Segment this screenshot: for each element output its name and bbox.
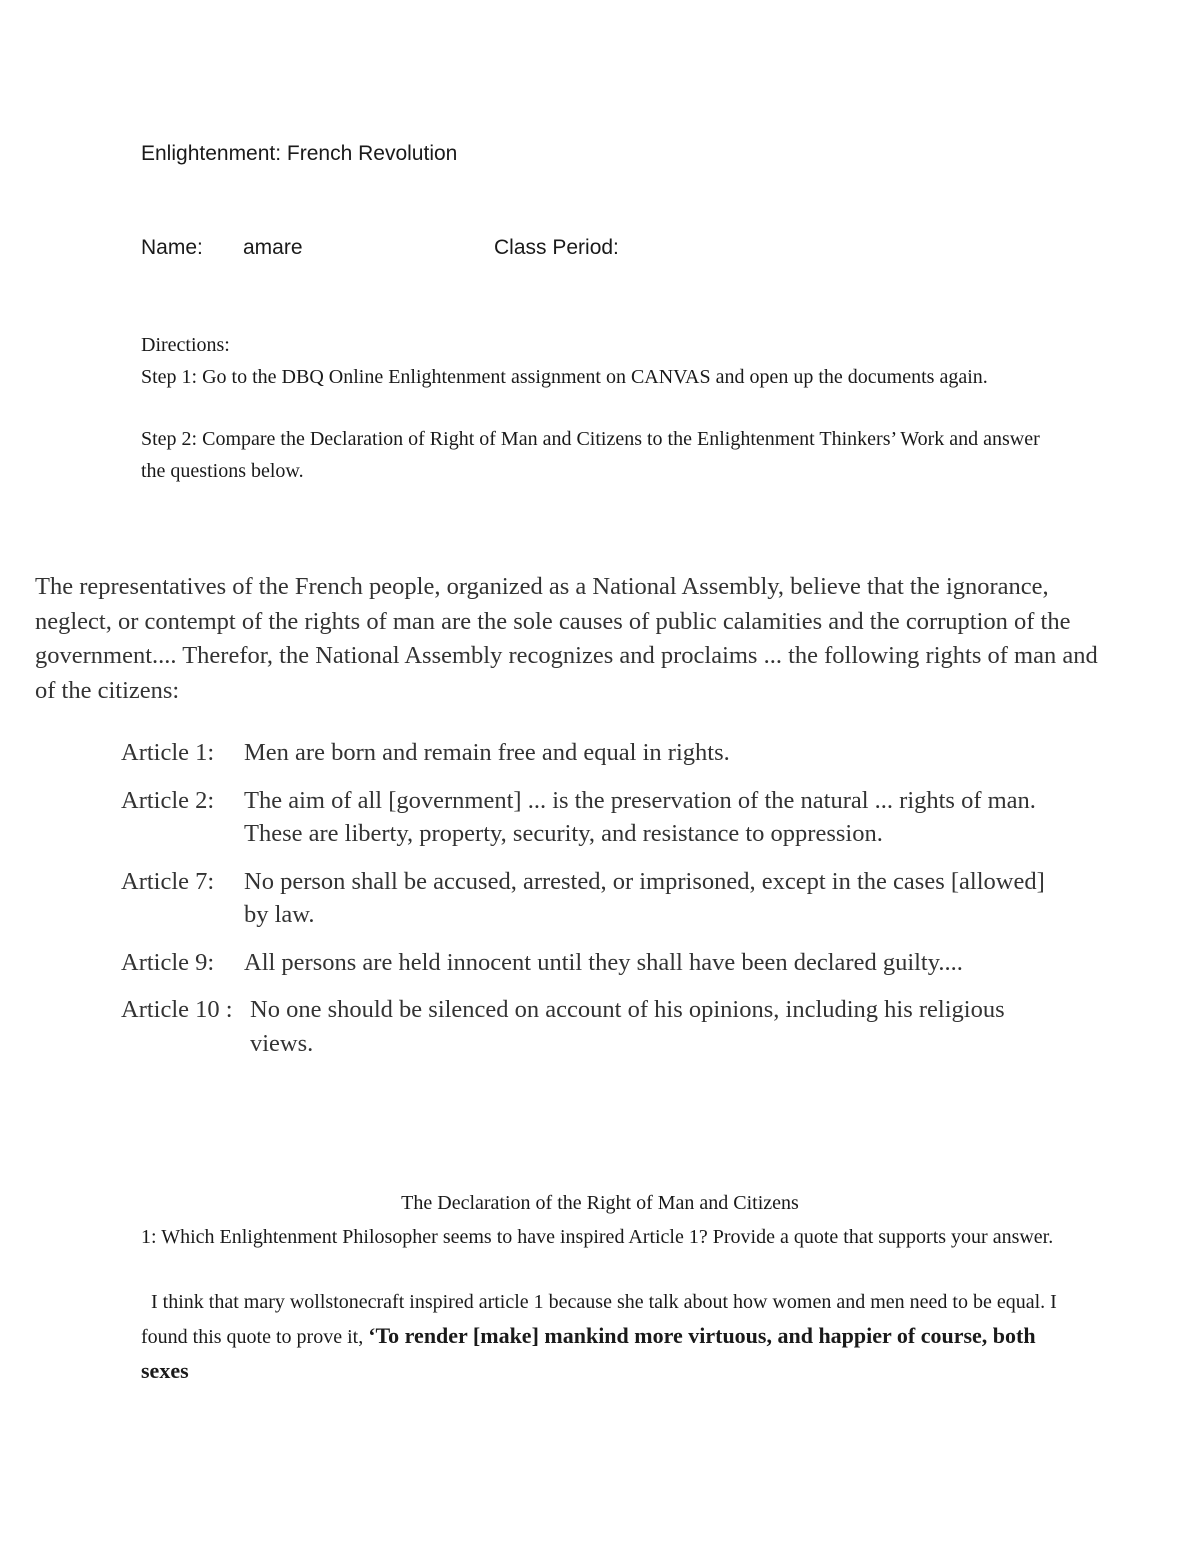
directions <box>141 330 1041 487</box>
name-value[interactable]: amare <box>243 236 303 259</box>
answer-1-quote[interactable]: ‘To render [make] mankind more virtuous, and happier of course, both sexes <box>141 1323 1036 1383</box>
answer-1[interactable] <box>141 1285 1061 1389</box>
article-label: Article 9: <box>121 948 215 976</box>
article-text: No one should be silenced on account of his opinions, including his religious views. <box>250 996 1005 1057</box>
question-1-text: 1: Which Enlightenment Philosopher seems to have inspired Article 1? Provide a quote that supports your answer. <box>141 1226 1054 1248</box>
article-item <box>121 736 1101 770</box>
name-row <box>141 236 941 264</box>
step-2: Step 2: Compare the Declaration of Right of Man and Citizens to the Enlightenment Thinkers’ Work and answer the questions below. <box>141 428 1040 482</box>
step-1: Step 1: Go to the DBQ Online Enlightenment assignment on CANVAS and open up the documents again. <box>141 365 988 388</box>
section-title: The Declaration of the Right of Man and Citizens <box>401 1192 799 1214</box>
answer-1-text[interactable]: I think that mary wollstonecraft inspired article 1 because she talk about how women and men need to be equal. I found this quote to prove it, <box>141 1291 1057 1348</box>
article-label: Article 2: <box>121 786 215 814</box>
directions-heading: Directions: <box>141 334 230 356</box>
article-label: Article 10 : <box>121 996 233 1023</box>
question-1 <box>141 1222 1061 1254</box>
declaration-articles <box>121 736 1101 1074</box>
article-text: All persons are held innocent until they shall have been declared guilty.... <box>244 948 963 976</box>
article-text: The aim of all [government] ... is the preservation of the natural ... rights of man. These are liberty, property, security, and resistance to oppression. <box>244 786 1036 847</box>
article-item <box>121 784 1101 851</box>
declaration-preamble: The representatives of the French people, organized as a National Assembly, believe that the ignorance, neglect, or contempt of the rights of man are the sole causes of public calamities and the corruption of the government.... Therefor, the National Assembly recognizes and proclaims ... the following rights of man and of the citizens: <box>35 573 1098 704</box>
article-label: Article 7: <box>121 867 215 895</box>
class-period-label: Class Period: <box>494 236 619 259</box>
article-label: Article 1: <box>121 739 215 766</box>
worksheet-title: Enlightenment: French Revolution <box>141 142 458 165</box>
name-label: Name: <box>141 236 203 259</box>
article-text: Men are born and remain free and equal in rights. <box>244 739 730 766</box>
article-item <box>121 993 1101 1060</box>
article-item <box>121 946 1101 980</box>
article-item <box>121 865 1101 932</box>
article-text: No person shall be accused, arrested, or imprisoned, except in the cases [allowed] by law. <box>244 867 1045 928</box>
